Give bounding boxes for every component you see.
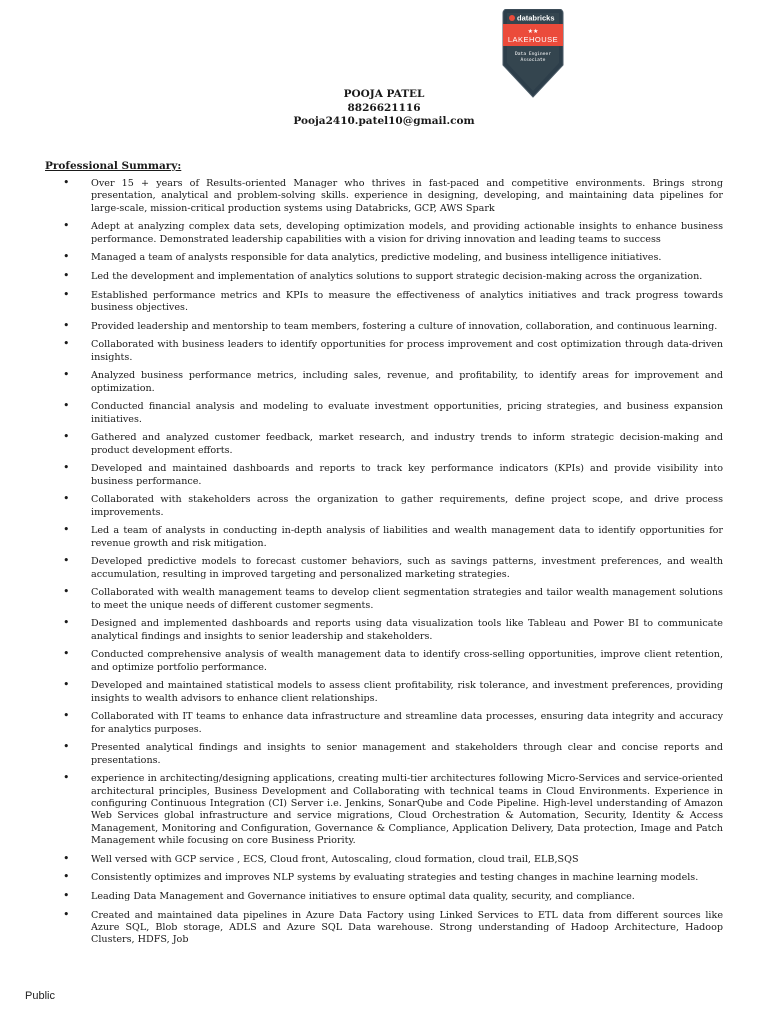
bullet-icon: • [63,709,70,723]
bullet-icon: • [63,492,70,506]
summary-item-text: Developed and maintained statistical models to assess client profitability, risk tolerance, and investment preferences, providing insights to wealth advisors to enhance client relationships. [91,680,723,704]
summary-item-text: Led the development and implementation of analytics solutions to support strategic decision-making across the organization. [91,271,703,282]
contact-block [0,88,768,129]
summary-item-text: experience in architecting/designing applications, creating multi-tier architectures following Micro-Services and service-oriented architectural principles, Business Development and Collaborating with technical teams in Cloud Environments. Experience in configuring Continuous Integration (CI) Server i.e. Jenkins, SonarQube and Code Pipeline. High-level understanding of Amazon Web Services global infrastructure and service migrations, Cloud Orchestration & Automation, Security, Identity & Access Management, Monitoring and Configuration, Governance & Compliance, Application Delivery, Data protection, Image and Patch Management while focusing on core Business Priority. [91,773,723,847]
badge-brand: databricks [517,13,555,23]
summary-item [63,891,723,903]
summary-item-text: Conducted comprehensive analysis of wealth management data to identify cross-selling opportunities, improve client retention, and optimize portfolio performance. [91,649,723,673]
summary-item-text: Collaborated with IT teams to enhance data infrastructure and streamline data processes, ensuring data integrity and accuracy for analytics purposes. [91,711,723,735]
summary-item-text: Consistently optimizes and improves NLP systems by evaluating strategies and testing changes in machine learning models. [91,872,699,884]
bullet-icon: • [63,219,70,233]
badge-subtitle-line2: Associate [520,58,546,63]
summary-item-text: Collaborated with wealth management teams to develop client segmentation strategies and tailor wealth management solutions to meet the unique needs of different customer segments. [91,587,723,611]
bullet-icon: • [63,647,70,661]
summary-item-text: Developed and maintained dashboards and reports to track key performance indicators (KPIs) and provide visibility into business performance. [91,463,723,487]
badge-stars: ★★ [527,28,539,35]
summary-item [63,252,723,264]
databricks-logo-icon [509,15,515,21]
summary-item-text: Managed a team of analysts responsible for data analytics, predictive modeling, and business intelligence initiatives. [91,252,662,264]
summary-item [63,370,723,395]
summary-item [63,556,723,581]
summary-item-text: Leading Data Management and Governance initiatives to ensure optimal data quality, security, and compliance. [91,891,635,902]
summary-item-text: Designed and implemented dashboards and reports using data visualization tools like Tableau and Power BI to communicate analytical findings and insights to senior leadership and stakeholders. [91,618,723,642]
summary-item-text: Created and maintained data pipelines in Azure Data Factory using Linked Services to ETL data from different sources like Azure SQL, Blob storage, ADLS and Azure SQL Data warehouse. Strong understanding of Hadoop Architecture, Hadoop Clusters, HDFS, Job [91,909,723,946]
summary-item [63,401,723,426]
summary-item-text: Adept at analyzing complex data sets, developing optimization models, and providing actionable insights to enhance business performance. Demonstrated leadership capabilities with a vision for driving innovation and leading teams to success [91,221,723,245]
summary-item [63,271,723,283]
summary-item [63,178,723,215]
bullet-icon: • [63,399,70,413]
bullet-icon: • [63,889,70,902]
lakehouse-badge-icon [497,9,569,99]
summary-item-text: Well versed with GCP service , ECS, Cloud front, Autoscaling, cloud formation, cloud trail, ELB,SQS [91,853,579,865]
summary-item [63,432,723,457]
bullet-icon: • [63,368,70,382]
summary-item-text: Collaborated with business leaders to identify opportunities for process improvement and cost optimization through data-driven insights. [91,339,723,363]
classification-label: Public [25,990,55,1002]
bullet-icon: • [63,678,70,692]
summary-item-text: Provided leadership and mentorship to team members, fostering a culture of innovation, collaboration, and continuous learning. [91,320,718,332]
summary-item [63,339,723,364]
summary-item-text: Analyzed business performance metrics, including sales, revenue, and profitability, to identify areas for improvement and optimization. [91,370,723,394]
professional-summary-heading: Professional Summary: [45,160,182,172]
summary-item [63,494,723,519]
summary-item [63,318,723,333]
bullet-icon: • [63,269,70,282]
bullet-icon: • [63,907,70,921]
summary-item [63,907,723,947]
summary-item [63,463,723,488]
summary-item [63,618,723,643]
summary-item-text: Over 15 + years of Results-oriented Manager who thrives in fast-paced and competitive environments. Brings strong presentation, analytical and problem-solving skills. experience in designing, developing, and maintaining data pipelines for large-scale, mission-critical production systems using Databricks, GCP, AWS Spark [91,178,723,214]
candidate-name: POOJA PATEL [343,88,425,100]
bullet-icon: • [63,461,70,475]
bullet-icon: • [63,870,70,884]
bullet-icon: • [63,771,70,785]
badge-subtitle-line1: Data Engineer [515,52,551,57]
summary-item-text: Gathered and analyzed customer feedback, market research, and industry trends to inform strategic decision-making and product development efforts. [91,432,723,456]
summary-item [63,525,723,550]
professional-summary-list [63,178,723,953]
summary-item [63,872,723,884]
summary-item [63,221,723,246]
bullet-icon: • [63,523,70,537]
summary-item-text: Presented analytical findings and insights to senior management and stakeholders through clear and concise reports and presentations. [91,742,723,766]
summary-item-text: Established performance metrics and KPIs to measure the effectiveness of analytics initiatives and track progress towards business objectives. [91,289,723,313]
bullet-icon: • [63,851,70,865]
summary-item [63,773,723,847]
bullet-icon: • [63,250,70,264]
certification-badge [497,9,569,99]
bullet-icon: • [63,616,70,630]
bullet-icon: • [63,318,70,332]
summary-item-text: Collaborated with stakeholders across the organization to gather requirements, define project scope, and drive process improvements. [91,494,723,518]
bullet-icon: • [63,430,70,444]
summary-item [63,711,723,736]
summary-item-text: Conducted financial analysis and modeling to evaluate investment opportunities, pricing strategies, and business expansion initiatives. [91,401,723,425]
bullet-icon: • [63,337,70,351]
summary-item [63,287,723,315]
summary-item [63,587,723,612]
bullet-icon: • [63,740,70,754]
bullet-icon: • [63,287,70,301]
summary-item [63,742,723,767]
candidate-email: Pooja2410.patel10@gmail.com [293,115,475,127]
summary-item [63,649,723,674]
bullet-icon: • [63,176,70,189]
summary-item-text: Developed predictive models to forecast customer behaviors, such as savings patterns, investment preferences, and wealth accumulation, resulting in improved targeting and personalized marketing strategies. [91,556,723,580]
bullet-icon: • [63,554,70,568]
summary-item [63,680,723,705]
summary-item [63,851,723,866]
candidate-phone: 8826621116 [347,101,421,114]
summary-item-text: Led a team of analysts in conducting in-depth analysis of liabilities and wealth management data to identify opportunities for revenue growth and risk mitigation. [91,525,723,549]
bullet-icon: • [63,585,70,599]
badge-title: LAKEHOUSE [507,35,559,44]
